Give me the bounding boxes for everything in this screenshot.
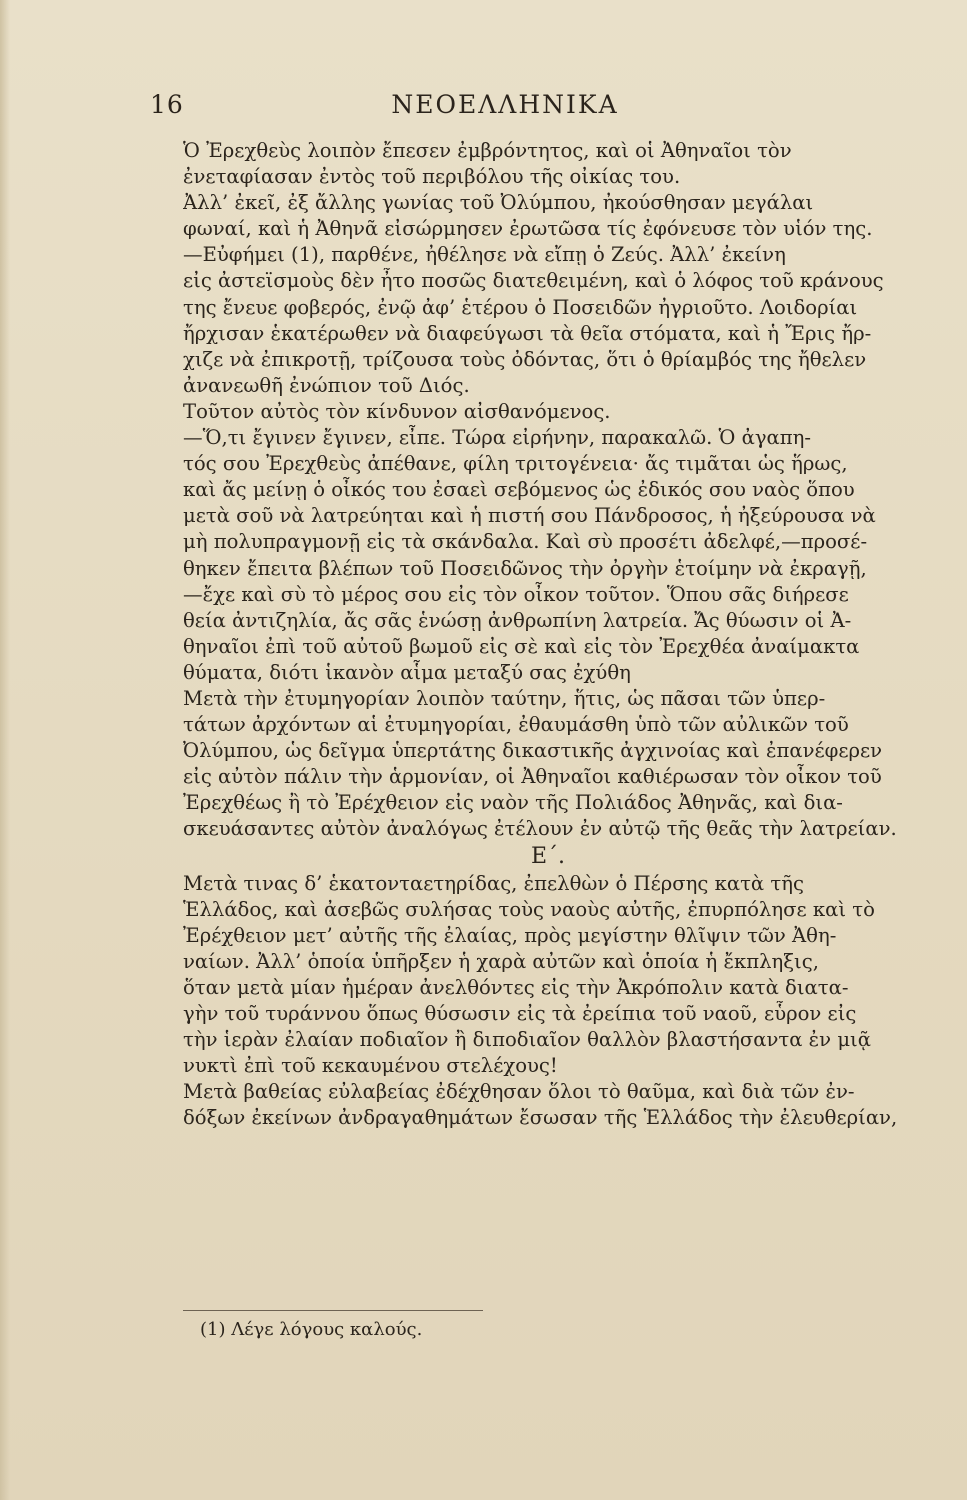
footnote: (1) Λέγε λόγους καλούς. — [200, 1319, 423, 1340]
text-line: ναίων. Ἀλλ’ ὁποία ὑπῆρξεν ἡ χαρὰ αὐτῶν καὶ ὁποία ἡ ἔκπληξις, — [183, 949, 819, 973]
text-line: ὅταν μετὰ μίαν ἡμέραν ἀνελθόντες εἰς τὴν Ἀκρόπολιν κατὰ διατα- — [183, 975, 849, 999]
text-line: θηκεν ἔπειτα βλέπων τοῦ Ποσειδῶνος τὴν ὀργὴν ἑτοίμην νὰ ἐκραγῇ, — [183, 556, 867, 580]
text-line: Ἑλλάδος, καὶ ἀσεβῶς συλήσας τοὺς ναοὺς αὐτῆς, ἐπυρπόλησε καὶ τὸ — [183, 897, 875, 921]
text-line: Ἐρέχθειον μετ’ αὐτῆς τῆς ἐλαίας, πρὸς μεγίστην θλῖψιν τῶν Ἀθη- — [183, 923, 837, 947]
text-line: θηναῖοι ἐπὶ τοῦ αὐτοῦ βωμοῦ εἰς σὲ καὶ εἰς τὸν Ἐρεχθέα ἀναίμακτα — [183, 634, 860, 658]
text-line: σκευάσαντες αὐτὸν ἀναλόγως ἐτέλουν ἐν αὐτῷ τῆς θεᾶς τὴν λατρείαν. — [183, 817, 897, 841]
text-line: φωναί, καὶ ἡ Ἀθηνᾶ εἰσώρμησεν ἐρωτῶσα τίς ἐφόνευσε τὸν υἱόν της. — [183, 217, 873, 241]
text-line: —Εὐφήμει (1), παρθένε, ἠθέλησε νὰ εἴπῃ ὁ Ζεύς. Ἀλλ’ ἐκείνη — [183, 243, 786, 267]
text-line: Ὀλύμπου, ὡς δεῖγμα ὑπερτάτης δικαστικῆς ἀγχινοίας καὶ ἐπανέφερεν — [183, 739, 883, 763]
text-line: τάτων ἀρχόντων αἱ ἐτυμηγορίαι, ἐθαυμάσθη ὑπὸ τῶν αὐλικῶν τοῦ — [183, 713, 849, 737]
body-text — [183, 138, 913, 1131]
footnote-rule — [183, 1310, 483, 1311]
page-number: 16 — [150, 90, 184, 119]
text-line: Τοῦτον αὐτὸς τὸν κίνδυνον αἰσθανόμενος. — [183, 399, 611, 423]
page-header — [150, 90, 860, 126]
text-line: γὴν τοῦ τυράννου ὅπως θύσωσιν εἰς τὰ ἐρείπια τοῦ ναοῦ, εὗρον εἰς — [183, 1002, 857, 1025]
text-line: τός σου Ἐρεχθεὺς ἀπέθανε, φίλη τριτογένεια· ἄς τιμᾶται ὡς ἥρως, — [183, 452, 848, 476]
text-line: μετὰ σοῦ νὰ λατρεύηται καὶ ἡ πιστή σου Πάνδροσος, ἡ ἠξεύρουσα νὰ — [183, 504, 876, 528]
text-line: —ἔχε καὶ σὺ τὸ μέρος σου εἰς τὸν οἶκον τοῦτον. Ὅπου σᾶς διήρεσε — [183, 582, 849, 606]
text-line: της ἔνευε φοβερός, ἐνῷ ἀφ’ ἑτέρου ὁ Ποσειδῶν ἠγριοῦτο. Λοιδορίαι — [183, 295, 858, 319]
text-line: καὶ ἄς μείνῃ ὁ οἶκός του ἐσαεὶ σεβόμενος ὡς ἐδικός σου ναὸς ὅπου — [183, 478, 855, 502]
text-line: Ἐρεχθέως ἢ τὸ Ἐρέχθειον εἰς ναὸν τῆς Πολιάδος Ἀθηνᾶς, καὶ δια- — [183, 791, 843, 815]
text-line: μὴ πολυπραγμονῇ εἰς τὰ σκάνδαλα. Καὶ σὺ προσέτι ἀδελφέ,—προσέ- — [183, 530, 868, 554]
text-line: ἀνανεωθῆ ἐνώπιον τοῦ Διός. — [183, 373, 470, 397]
text-line: νυκτὶ ἐπὶ τοῦ κεκαυμένου στελέχους! — [183, 1054, 558, 1078]
text-line: Μετὰ τινας δ’ ἑκατονταετηρίδας, ἐπελθὼν ὁ Πέρσης κατὰ τῆς — [183, 871, 804, 895]
section-title: Ε΄. — [530, 843, 566, 869]
text-line: Μετὰ βαθείας εὐλαβείας ἐδέχθησαν ὅλοι τὸ θαῦμα, καὶ διὰ τῶν ἐν- — [183, 1080, 855, 1104]
text-line: τὴν ἱερὰν ἐλαίαν ποδιαῖον ἢ διποδιαῖον θαλλὸν βλαστήσαντα ἐν μιᾷ — [183, 1028, 871, 1052]
text-line: χιζε νὰ ἐπικροτῇ, τρίζουσα τοὺς ὀδόντας, ὅτι ὁ θρίαμβός της ἤθελεν — [183, 347, 867, 371]
page-spine-shadow — [0, 0, 10, 1500]
text-line: Ὁ Ἐρεχθεὺς λοιπὸν ἔπεσεν ἐμβρόντητος, καὶ οἱ Ἀθηναῖοι τὸν — [183, 139, 792, 162]
text-line: θεία ἀντιζηλία, ἄς σᾶς ἑνώσῃ ἀνθρωπίνη λατρεία. Ἄς θύωσιν οἱ Ἀ- — [183, 608, 852, 632]
text-line: Μετὰ τὴν ἐτυμηγορίαν λοιπὸν ταύτην, ἥτις, ὡς πᾶσαι τῶν ὑπερ- — [183, 686, 826, 710]
text-line: ἐνεταφίασαν ἐντὸς τοῦ περιβόλου τῆς οἰκίας του. — [183, 165, 681, 189]
text-line: εἰς αὐτὸν πάλιν τὴν ἁρμονίαν, οἱ Ἀθηναῖοι καθιέρωσαν τὸν οἶκον τοῦ — [183, 765, 882, 789]
text-line: θύματα, διότι ἱκανὸν αἷμα μεταξύ σας ἐχύθη — [183, 660, 631, 684]
text-line: εἰς ἀστεϊσμοὺς δὲν ἦτο ποσῶς διατεθειμένη, καὶ ὁ λόφος τοῦ κράνους — [183, 269, 884, 293]
text-line: δόξων ἐκείνων ἀνδραγαθημάτων ἔσωσαν τῆς Ἑλλάδος τὴν ἐλευθερίαν, — [183, 1106, 898, 1130]
text-line: ἤρχισαν ἑκατέρωθεν νὰ διαφεύγωσι τὰ θεῖα στόματα, καὶ ἡ Ἔρις ἤρ- — [183, 321, 872, 345]
text-line: —Ὅ,τι ἔγινεν ἔγινεν, εἶπε. Τώρα εἰρήνην, παρακαλῶ. Ὁ ἀγαπη- — [183, 426, 812, 450]
running-head: ΝΕΟΕΛΛΗΝΙΚΑ — [391, 90, 619, 119]
text-line: Ἀλλ’ ἐκεῖ, ἐξ ἄλλης γωνίας τοῦ Ὀλύμπου, ἠκούσθησαν μεγάλαι — [183, 191, 814, 215]
